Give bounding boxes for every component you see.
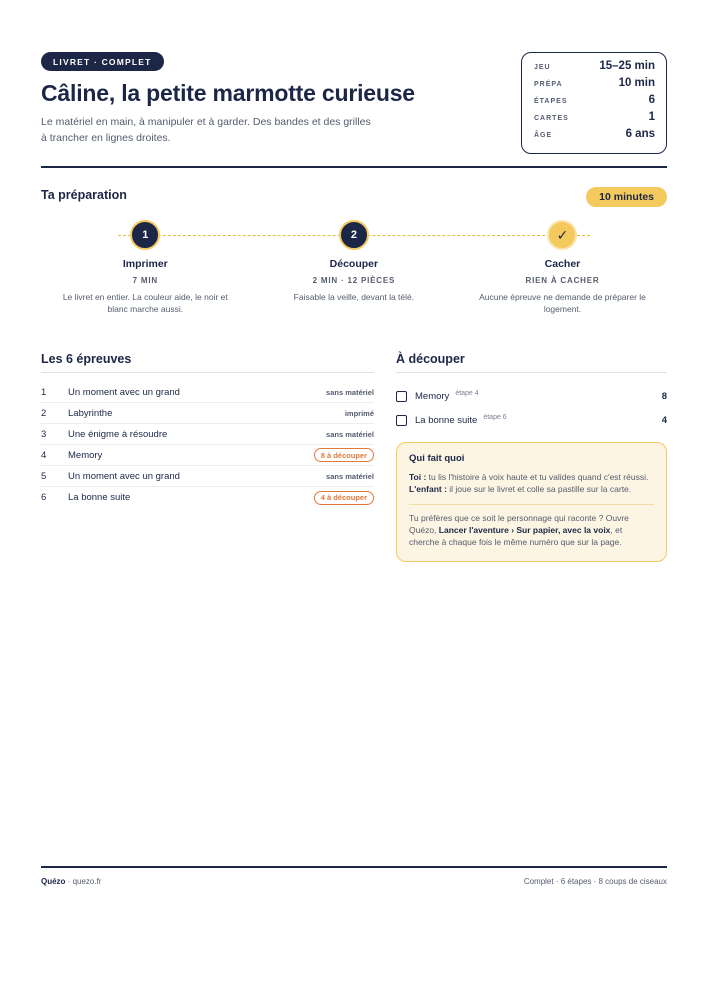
cut-item-count: 4 (661, 414, 667, 426)
header (41, 52, 667, 168)
footer-brand (41, 877, 101, 886)
step-subtitle: 2 MIN · 12 PIÈCES (312, 276, 396, 285)
cut-item (396, 408, 667, 432)
epreuve-name: La bonne suite (68, 492, 131, 503)
epreuve-material-tag: imprimé (344, 408, 374, 418)
step-cacher (458, 220, 667, 316)
prep-time-badge: 10 minutes (586, 187, 667, 207)
info-value: 6 (648, 94, 655, 106)
step-description: Aucune épreuve ne demande de préparer le logement. (479, 292, 646, 315)
step-decouper (250, 220, 459, 316)
epreuve-material-tag: sans matériel (326, 471, 374, 481)
epreuve-number: 2 (41, 407, 47, 419)
decouper-title: À découper (396, 352, 667, 373)
check-icon: ✓ (547, 220, 577, 250)
content-columns (41, 352, 667, 562)
step-title: Découper (329, 258, 379, 270)
edition-badge: LIVRET · COMPLET (41, 52, 164, 71)
note-tip-a: Tu préfères que ce soit le personnage qui raconte ? Ouvre Quézo, (409, 512, 629, 535)
note-title: Qui fait quoi (409, 453, 465, 464)
epreuve-row (41, 382, 374, 403)
page-subtitle: Le matériel en main, à manipuler et à garder. Des bandes et des grilles à trancher en lignes droites. (41, 116, 371, 144)
cut-item-count: 8 (661, 390, 667, 402)
cut-item (396, 384, 667, 408)
note-divider (409, 504, 654, 505)
info-row-jeu (534, 60, 655, 77)
epreuve-row (41, 487, 374, 508)
info-box (521, 52, 667, 154)
note-enfant-text: il joue sur le livret et colle sa pastille sur la carte. (446, 484, 632, 495)
info-row-etapes (534, 94, 655, 111)
cut-checkbox[interactable] (396, 391, 407, 402)
prep-steps (41, 220, 667, 316)
epreuve-row (41, 466, 374, 487)
decouper-list (396, 384, 667, 432)
epreuve-number: 1 (41, 386, 47, 398)
page-title: Câline, la petite marmotte curieuse (41, 80, 415, 106)
epreuves-list (41, 382, 374, 508)
cut-checkbox[interactable] (396, 415, 407, 426)
info-label: ÂGE (534, 132, 553, 139)
step-number: 2 (339, 220, 369, 250)
note-enfant (409, 483, 654, 495)
brand-name: Quézo (41, 877, 66, 886)
cut-item-name: Memory (415, 390, 450, 402)
note-enfant-label: L'enfant : (409, 484, 447, 495)
preparation-title: Ta préparation (41, 188, 127, 202)
epreuves-section (41, 352, 374, 562)
epreuve-name: Une énigme à résoudre (68, 428, 168, 440)
info-row-age (534, 128, 655, 145)
epreuve-material-tag: 4 à découper (314, 491, 374, 505)
info-value: 10 min (618, 77, 655, 89)
epreuve-material-tag: 8 à découper (314, 448, 374, 462)
info-label: CARTES (534, 115, 569, 122)
step-subtitle: 7 MIN (132, 276, 158, 285)
epreuve-name: Labyrinthe (68, 407, 113, 419)
epreuve-name: Un moment avec un grand (68, 386, 180, 398)
epreuve-number: 3 (41, 428, 47, 440)
step-description: Faisable la veille, devant la télé. (293, 292, 415, 302)
info-value: 15–25 min (599, 60, 655, 72)
qui-fait-quoi-box (396, 442, 667, 562)
footer (41, 866, 667, 886)
info-value: 6 ans (625, 128, 655, 140)
epreuve-row (41, 424, 374, 445)
epreuve-material-tag: sans matériel (326, 429, 374, 439)
step-description: Le livret en entier. La couleur aide, le noir et blanc marche aussi. (62, 292, 228, 315)
info-value: 1 (648, 111, 655, 123)
epreuve-row (41, 403, 374, 424)
preparation-section (41, 188, 667, 338)
cut-item-step: étape 4 (455, 389, 479, 397)
epreuve-name: Un moment avec un grand (68, 470, 180, 482)
note-voice-tip (409, 512, 654, 549)
info-label: JEU (534, 64, 551, 71)
epreuves-title: Les 6 épreuves (41, 352, 374, 373)
epreuve-number: 4 (41, 449, 47, 461)
epreuve-name: Memory (68, 449, 103, 461)
info-row-cartes (534, 111, 655, 128)
step-imprimer (41, 220, 250, 316)
note-toi-label: Toi : (409, 472, 427, 482)
brand-site: · quezo.fr (65, 877, 102, 886)
note-toi-text: tu lis l'histoire à voix haute et tu valides quand c'est réussi. (426, 472, 649, 482)
footer-summary: Complet · 6 étapes · 8 coups de ciseaux (523, 877, 667, 886)
step-subtitle: RIEN À CACHER (525, 276, 600, 285)
info-label: ÉTAPES (534, 98, 568, 105)
cut-item-step: étape 6 (483, 413, 507, 421)
epreuve-number: 6 (41, 492, 47, 503)
cut-item-name: La bonne suite (415, 414, 478, 426)
step-title: Cacher (544, 258, 581, 270)
note-tip-path: Lancer l'aventure › Sur papier, avec la voix (438, 524, 611, 535)
epreuve-row (41, 445, 374, 466)
step-title: Imprimer (122, 258, 168, 270)
note-tip-c: , et cherche à chaque fois le même numéro que sur la page. (409, 524, 623, 548)
epreuve-material-tag: sans matériel (326, 387, 374, 397)
decouper-section (396, 352, 667, 562)
note-toi (409, 471, 654, 483)
info-label: PRÉPA (534, 81, 563, 88)
step-number: 1 (130, 220, 160, 250)
epreuve-number: 5 (41, 470, 47, 482)
info-row-prepa (534, 77, 655, 94)
